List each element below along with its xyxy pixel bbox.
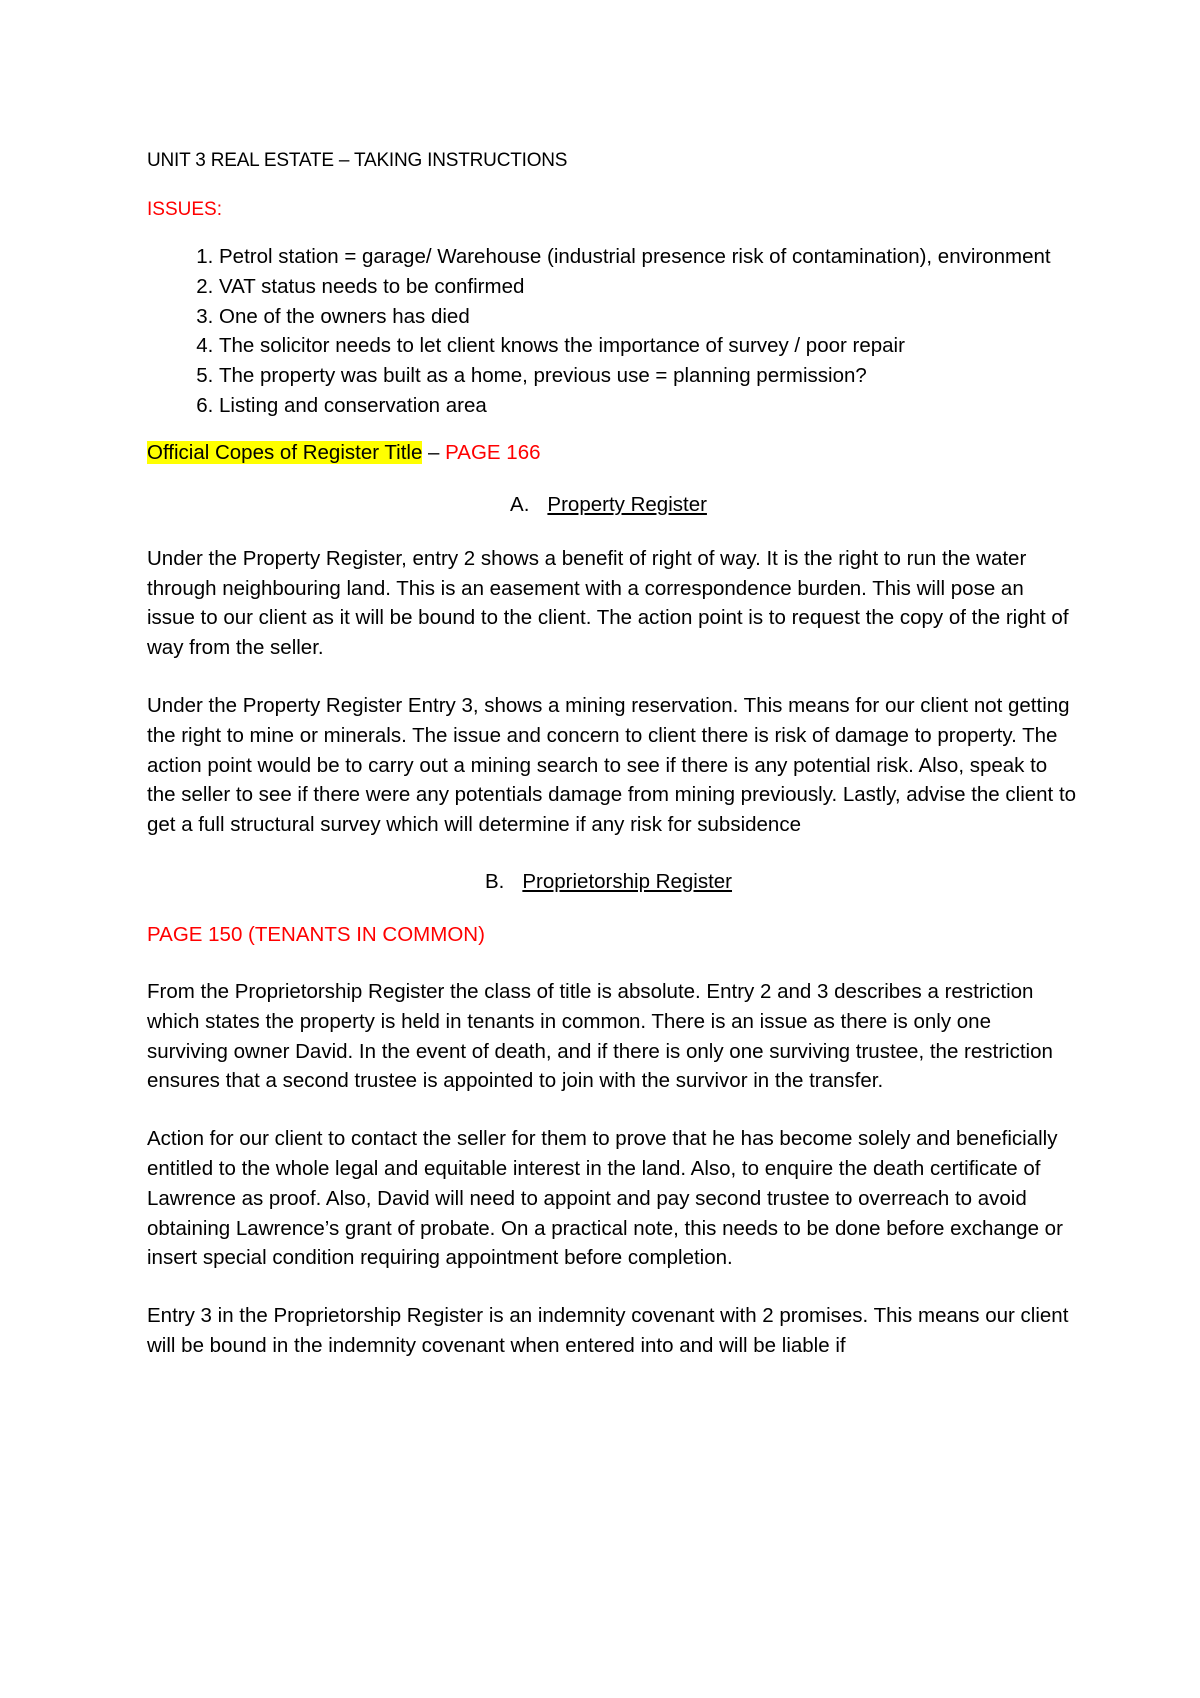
issues-list <box>147 242 1070 421</box>
section-b-paragraph: Entry 3 in the Proprietorship Register is an indemnity covenant with 2 promises. This means our client will be bound in the indemnity covenant when entered into and will be liable if <box>147 1304 1069 1357</box>
issue-item: 6. Listing and conservation area <box>219 391 1070 421</box>
section-a-paragraph: Under the Property Register Entry 3, shows a mining reservation. This means for our client not getting the right to mine or minerals. The issue and concern to client there is risk of damage to property. The action point would be to carry out a mining search to see if there is any potential risk. Also, speak to the seller to see if there were any potentials damage from mining previously. Lastly, advise the client to get a full structural survey which will determine if any risk for subsidence <box>147 693 1077 837</box>
official-copies-page-ref: PAGE 166 <box>445 440 541 464</box>
section-b-paragraph: From the Proprietorship Register the class of title is absolute. Entry 2 and 3 describes a restriction which states the property is held in tenants in common. There is an issue as there is only one surviving owner David. In the event of death, and if there is only one surviving trustee, the restriction ensures that a second trustee is appointed to join with the survivor in the transfer. <box>147 979 1053 1093</box>
section-a-paragraph: Under the Property Register, entry 2 shows a benefit of right of way. It is the right to run the water through neighbouring land. This is an easement with a correspondence burden. This will pose an issue to our client as it will be bound to the client. The action point is to request the copy of the right of way from the seller. <box>147 546 1069 660</box>
section-b-title: Proprietorship Register <box>522 869 733 893</box>
issues-heading: ISSUES: <box>147 199 222 220</box>
section-b-page-ref: PAGE 150 (TENANTS IN COMMON) <box>147 922 485 946</box>
official-copies-highlight: Official Copes of Register Title <box>147 440 423 464</box>
issue-item: 5. The property was built as a home, previous use = planning permission? <box>219 361 1070 391</box>
section-b-paragraph: Action for our client to contact the seller for them to prove that he has become solely and beneficially entitled to the whole legal and equitable interest in the land. Also, to enquire the death certificate of Lawrence as proof. Also, David will need to appoint and pay second trustee to overreach to avoid obtaining Lawrence’s grant of probate. On a practical note, this needs to be done before exchange or insert special condition requiring appointment before completion. <box>147 1127 1063 1270</box>
section-b-letter: B. <box>484 869 505 893</box>
issue-item: 4. The solicitor needs to let client knows the importance of survey / poor repair <box>219 331 1070 361</box>
issue-item: 3. One of the owners has died <box>219 302 1070 332</box>
section-a-letter: A. <box>510 492 530 516</box>
issue-item: 2. VAT status needs to be confirmed <box>219 272 1070 302</box>
section-a-heading <box>147 491 1070 519</box>
section-b-heading <box>147 868 1070 896</box>
section-a-title: Property Register <box>547 492 707 516</box>
document-title: UNIT 3 REAL ESTATE – TAKING INSTRUCTIONS <box>147 150 568 171</box>
official-copies-dash: – <box>422 440 446 464</box>
official-copies-line <box>147 439 1070 467</box>
issue-item: 1. Petrol station = garage/ Warehouse (industrial presence risk of contamination), environment <box>219 242 1070 272</box>
